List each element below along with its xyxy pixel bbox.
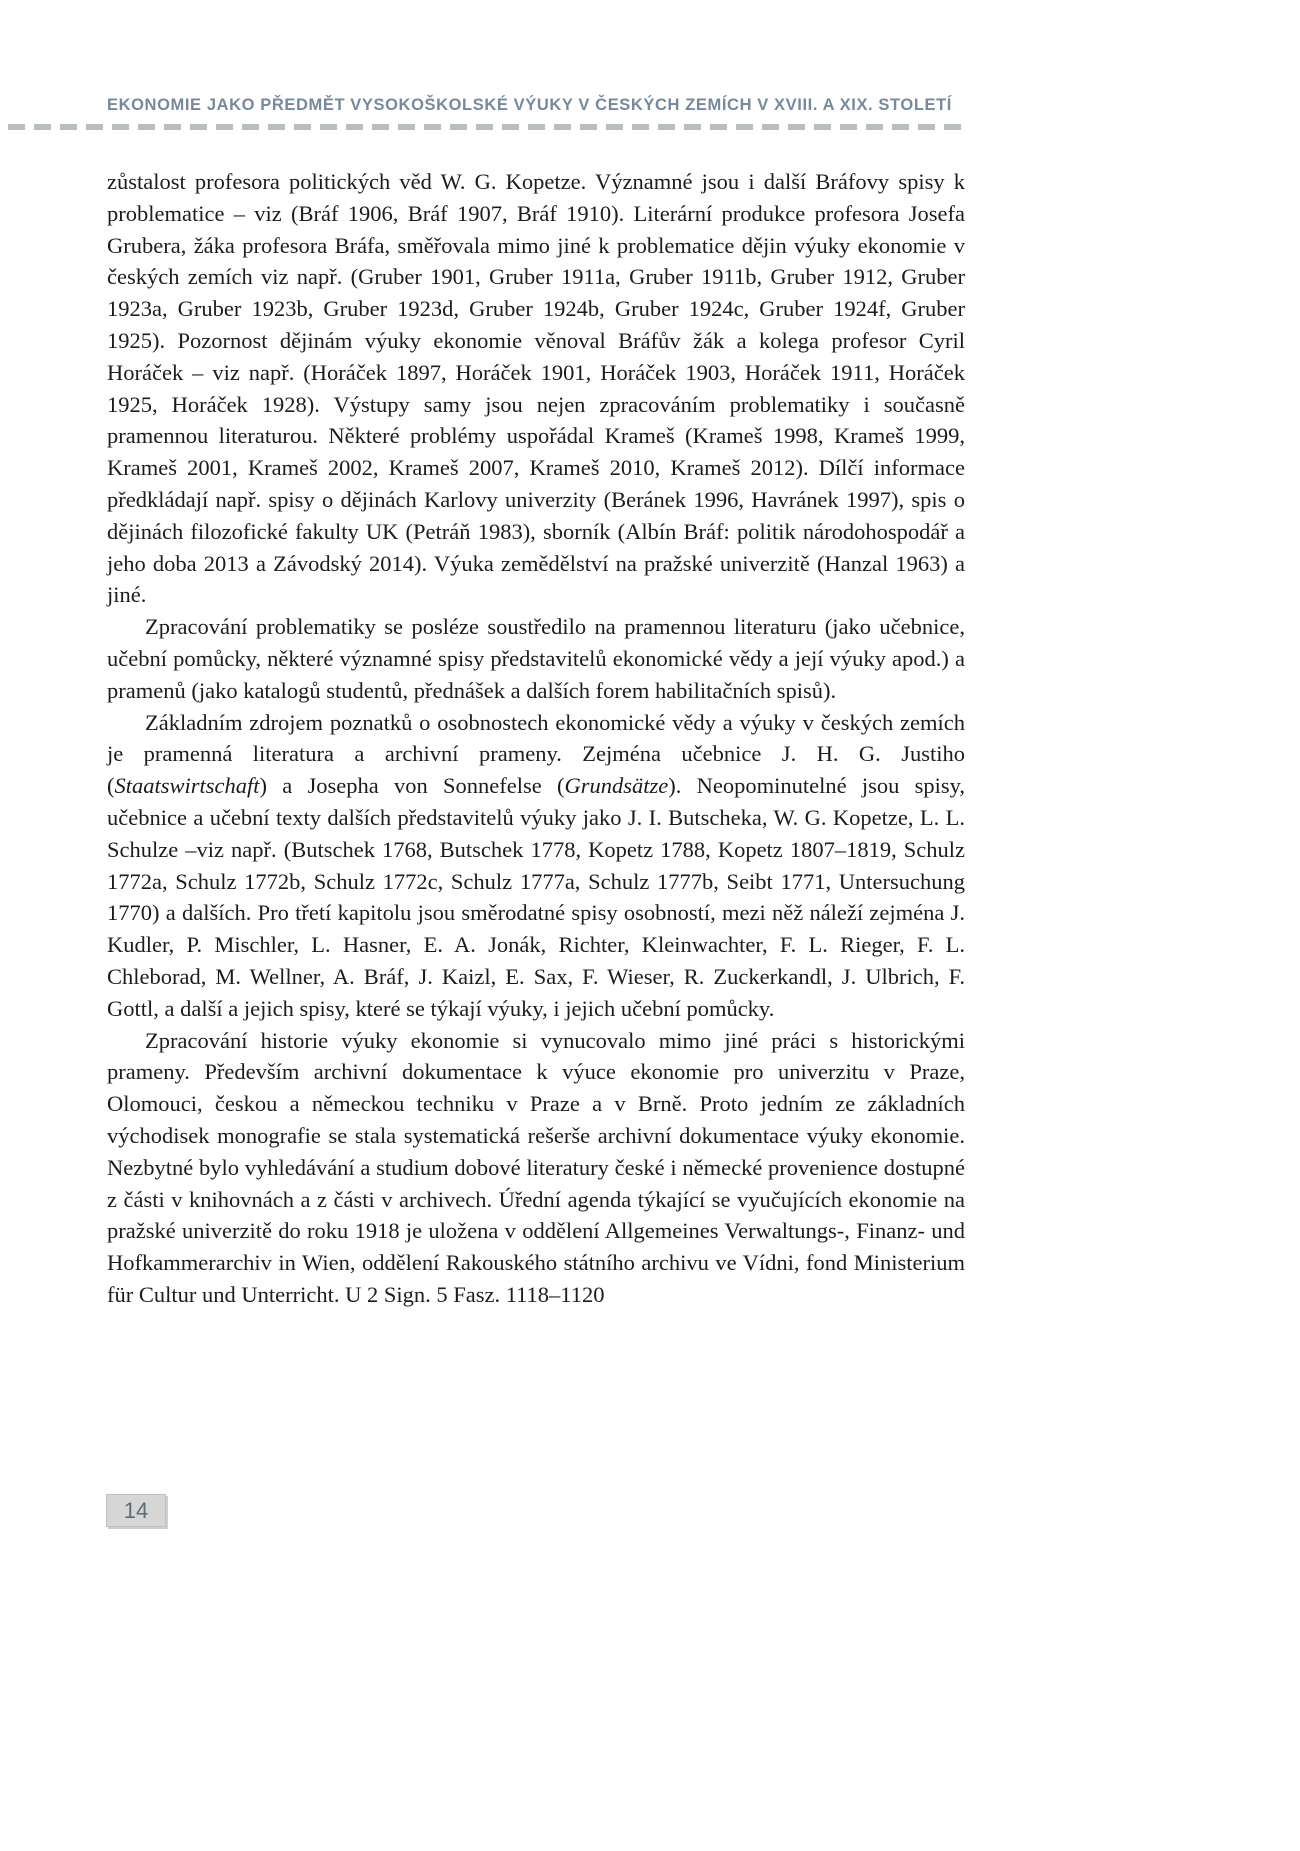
text-segment: ). Neopominutelné jsou spisy, učebnice a učební texty dalších představitelů výuky jako J. I. Butscheka, W. G. Kopetze, L. L. Schulze –viz např. (Butschek 1768, Butschek 1778, Kopetz 1788, Kopetz 1807–1819, Schulz 1772a, Schulz 1772b, Schulz 1772c, Schulz 1777a, Schulz 1777b, Seibt 1771, Untersuchung 1770) a dalších. Pro třetí kapitolu jsou směrodatné spisy osobností, mezi něž náleží zejména J. Kudler, P. Mischler, L. Hasner, E. A. Jonák, Richter, Kleinwachter, F. L. Rieger, F. L. Chleborad, M. Wellner, A. Bráf, J. Kaizl, E. Sax, F. Wieser, R. Zuckerkandl, J. Ulbrich, F. Gottl, a další a jejich spisy, které se týkají výuky, i jejich učební pomůcky. [107, 773, 965, 1021]
page-number: 14 [123, 1497, 149, 1523]
text-segment: Základním zdrojem poznatků o osobnostech ekonomické vědy a výuky v českých zemích je pramenná literatura a archivní prameny. Zejména učebnice J. H. G. Justiho ( [107, 709, 965, 799]
page-number-box [106, 1494, 166, 1527]
dashed-divider [8, 124, 965, 130]
running-header-title: EKONOMIE JAKO PŘEDMĚT VYSOKOŠKOLSKÉ VÝUKY V ČESKÝCH ZEMÍCH V XVIII. A XIX. STOLETÍ [107, 96, 952, 114]
italic-text-segment: Grundsätze [564, 773, 669, 799]
text-segment: Zpracování historie výuky ekonomie si vynucovalo mimo jiné práci s historickými prameny. Především archivní dokumentace k výuce ekonomie pro univerzitu v Praze, Olomouci, českou a německou techniku v Praze a v Brně. Proto jedním ze základních východisek monografie se stala systematická rešerše archivní dokumentace výuky ekonomie. Nezbytné bylo vyhledávání a studium dobové literatury české i německé provenience dostupné z části v knihovnách a z části v archivech. Úřední agenda týkající se vyučujících ekonomie na pražské univerzitě do roku 1918 je uložena v oddělení Allgemeines Verwaltungs-, Finanz- und Hofkammerarchiv in Wien, oddělení Rakouského státního archivu ve Vídni, fond Ministerium für Cultur und Unterricht. U 2 Sign. 5 Fasz. 1118–1120 [107, 1027, 965, 1307]
paragraph [107, 1025, 965, 1311]
paragraph [107, 166, 965, 611]
body-text [107, 166, 965, 1311]
text-segment: ) a Josepha von Sonnefelse ( [259, 773, 565, 799]
paragraph [107, 707, 965, 1025]
text-segment: zůstalost profesora politických věd W. G. Kopetze. Významné jsou i další Bráfovy spisy k problematice – viz (Bráf 1906, Bráf 1907, Bráf 1910). Literární produkce profesora Josefa Grubera, žáka profesora Bráfa, směřovala mimo jiné k problematice dějin výuky ekonomie v českých zemích viz např. (Gruber 1901, Gruber 1911a, Gruber 1911b, Gruber 1912, Gruber 1923a, Gruber 1923b, Gruber 1923d, Gruber 1924b, Gruber 1924c, Gruber 1924f, Gruber 1925). Pozornost dějinám výuky ekonomie věnoval Bráfův žák a kolega profesor Cyril Horáček – viz např. (Horáček 1897, Horáček 1901, Horáček 1903, Horáček 1911, Horáček 1925, Horáček 1928). Výstupy samy jsou nejen zpracováním problematiky i současně pramennou literaturou. Některé problémy uspořádal Krameš (Krameš 1998, Krameš 1999, Krameš 2001, Krameš 2002, Krameš 2007, Krameš 2010, Krameš 2012). Dílčí informace předkládají např. spisy o dějinách Karlovy univerzity (Beránek 1996, Havránek 1997), spis o dějinách filozofické fakulty UK (Petráň 1983), sborník (Albín Bráf: politik národohospodář a jeho doba 2013 a Závodský 2014). Výuka zemědělství na pražské univerzitě (Hanzal 1963) a jiné. [107, 169, 965, 608]
text-segment: Zpracování problematiky se posléze soustředilo na pramennou literaturu (jako učebnice, učební pomůcky, některé významné spisy představitelů ekonomické vědy a její výuky apod.) a pramenů (jako katalogů studentů, přednášek a dalších forem habilitačních spisů). [107, 614, 965, 703]
paragraph [107, 611, 965, 706]
italic-text-segment: Staatswirtschaft [114, 773, 260, 799]
